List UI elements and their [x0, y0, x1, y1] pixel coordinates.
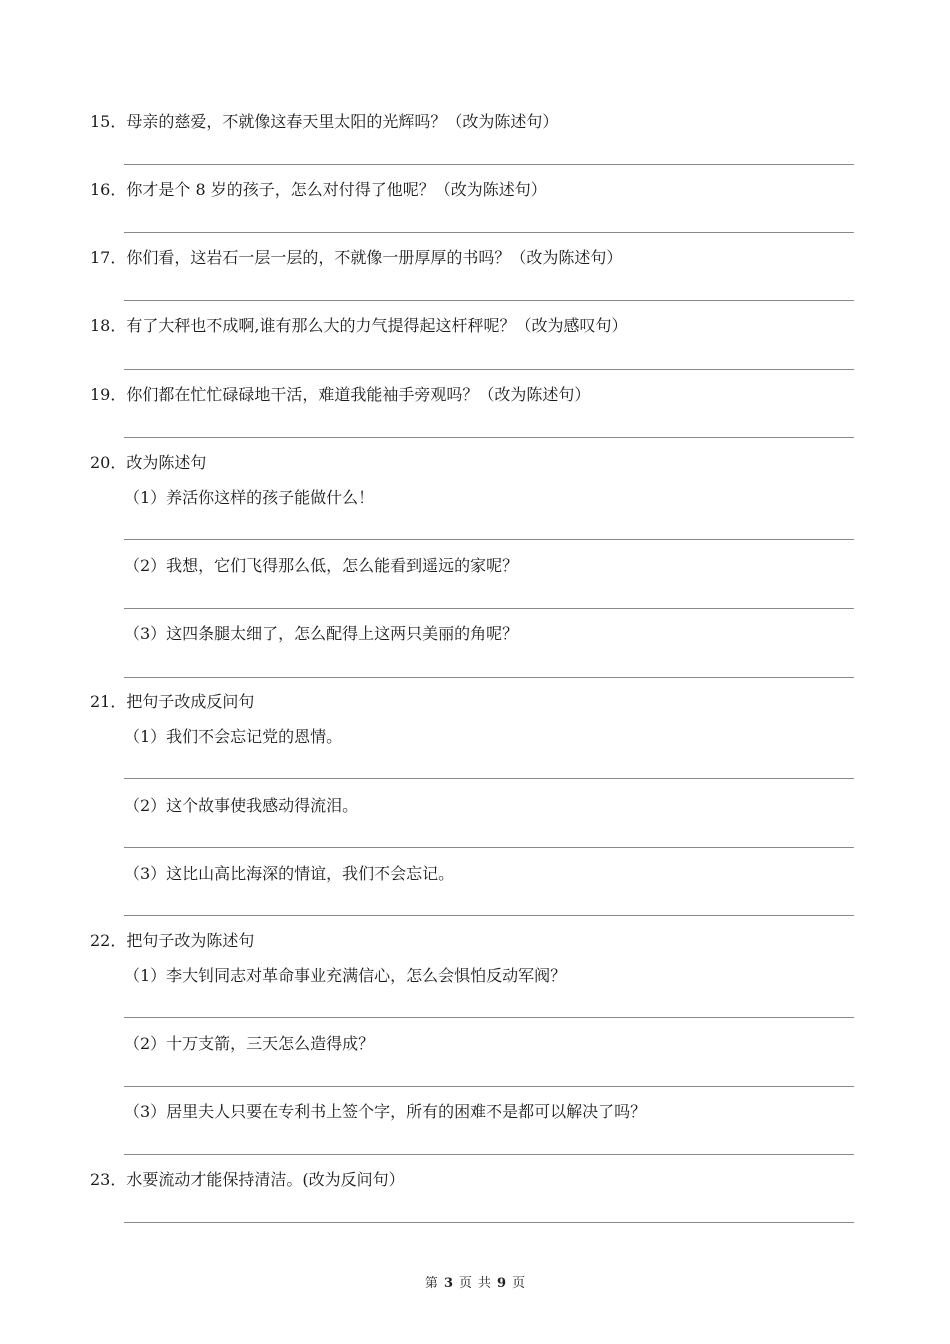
- page-footer: [0, 1275, 950, 1293]
- question-20-item-3: （3）这四条腿太细了，怎么配得上这两只美丽的角呢？: [124, 624, 519, 643]
- footer-page-number: 3: [443, 1276, 453, 1291]
- answer-line-22-2[interactable]: [124, 1086, 854, 1087]
- answer-line-18[interactable]: [124, 369, 854, 370]
- footer-ye-2: 页: [512, 1276, 526, 1291]
- footer-ye: 页: [458, 1276, 472, 1291]
- question-23: 23．水要流动才能保持清洁。(改为反问句）: [90, 1170, 405, 1189]
- footer-total-pages: 9: [497, 1276, 507, 1291]
- answer-line-17[interactable]: [124, 300, 854, 301]
- question-19: 19．你们都在忙忙碌碌地干活，难道我能袖手旁观吗？（改为陈述句）: [90, 385, 591, 404]
- footer-gong: 共: [478, 1276, 492, 1291]
- answer-line-20-2[interactable]: [124, 608, 854, 609]
- question-22-item-3: （3）居里夫人只要在专利书上签个字，所有的困难不是都可以解决了吗？: [124, 1102, 647, 1121]
- question-21-item-2: （2）这个故事使我感动得流泪。: [124, 796, 359, 815]
- question-17: 17．你们看，这岩石一层一层的，不就像一册厚厚的书吗？（改为陈述句）: [90, 248, 623, 267]
- question-22-item-2: （2）十万支箭，三天怎么造得成？: [124, 1034, 375, 1053]
- answer-line-15[interactable]: [124, 164, 854, 165]
- question-20: 20．改为陈述句: [90, 453, 207, 472]
- answer-line-21-3[interactable]: [124, 915, 854, 916]
- answer-line-20-3[interactable]: [124, 677, 854, 678]
- question-20-item-2: （2）我想，它们飞得那么低，怎么能看到遥远的家呢？: [124, 556, 519, 575]
- footer-di: 第: [424, 1276, 438, 1291]
- answer-line-20-1[interactable]: [124, 539, 854, 540]
- question-21: 21．把句子改成反问句: [90, 692, 255, 711]
- answer-line-22-1[interactable]: [124, 1017, 854, 1018]
- answer-line-16[interactable]: [124, 232, 854, 233]
- answer-line-19[interactable]: [124, 437, 854, 438]
- question-21-item-3: （3）这比山高比海深的情谊，我们不会忘记。: [124, 864, 455, 883]
- question-20-item-1: （1）养活你这样的孩子能做什么！: [124, 488, 375, 507]
- question-22: 22．把句子改为陈述句: [90, 931, 255, 950]
- question-21-item-1: （1）我们不会忘记党的恩情。: [124, 727, 343, 746]
- question-22-item-1: （1）李大钊同志对革命事业充满信心，怎么会惧怕反动军阀？: [124, 966, 567, 985]
- answer-line-21-2[interactable]: [124, 847, 854, 848]
- answer-line-21-1[interactable]: [124, 778, 854, 779]
- answer-line-22-3[interactable]: [124, 1154, 854, 1155]
- question-16: 16．你才是个 8 岁的孩子，怎么对付得了他呢？（改为陈述句）: [90, 180, 547, 199]
- question-15: 15．母亲的慈爱，不就像这春天里太阳的光辉吗？（改为陈述句）: [90, 112, 559, 131]
- question-18: 18．有了大秤也不成啊,谁有那么大的力气提得起这杆秤呢？（改为感叹句）: [90, 316, 628, 335]
- answer-line-23[interactable]: [124, 1222, 854, 1223]
